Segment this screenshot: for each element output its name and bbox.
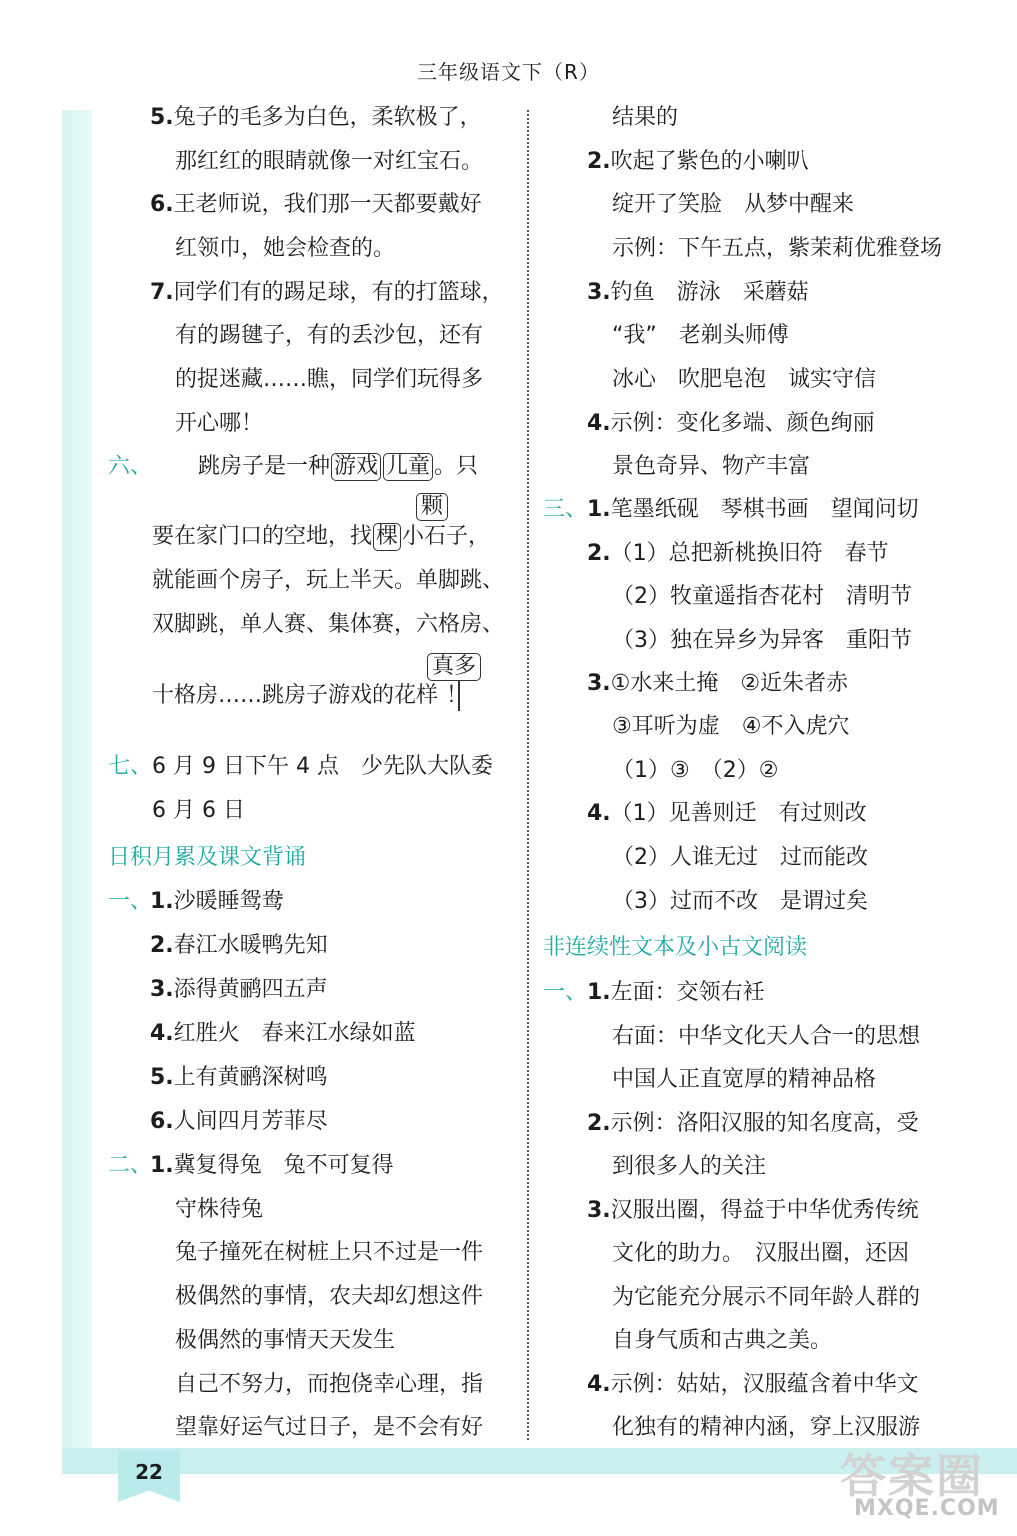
answer-line: 5.兔子的毛多为白色，柔软极了， [150, 105, 482, 130]
section-number-6: 六、 [108, 454, 153, 479]
insertion-box: 颗 [416, 493, 448, 521]
answer-line: 4.示例：变化多端、颜色绚丽 [587, 411, 875, 436]
answer-line: 6.人间四月芳菲尽 [150, 1109, 328, 1134]
correction-box: 棵 [373, 523, 401, 551]
answer-line: 6 月 9 日下午 4 点 少先队大队委 [152, 754, 493, 779]
correction-box: 儿童 [383, 453, 433, 481]
page-header: 三年级语文下（R） [417, 60, 600, 84]
answer-line: 3.汉服出圈，得益于中华优秀传统 [587, 1198, 919, 1223]
column-divider [527, 110, 529, 1440]
section-number-2: 二、 [108, 1153, 153, 1178]
answer-line: 3.①水来土掩 ②近朱者赤 [587, 671, 849, 696]
answer-line: 3.添得黄鹂四五声 [150, 977, 328, 1002]
answer-line: ③耳听为虚 ④不入虎穴 [612, 714, 850, 739]
answer-line: 景色奇异、物产丰富 [612, 454, 811, 479]
answer-line: 5.上有黄鹂深树鸣 [150, 1065, 328, 1090]
answer-line: 4.（1）见善则迁 有过则改 [587, 801, 867, 826]
answer-line: （2）人谁无过 过而能改 [612, 845, 868, 870]
answer-line: 4.示例：姑姑，汉服蕴含着中华文 [587, 1372, 919, 1397]
insertion-box: 真多 [427, 653, 481, 681]
answer-line: 2.示例：洛阳汉服的知名度高，受 [587, 1111, 919, 1136]
section-number-1: 一、 [108, 889, 153, 914]
answer-line: 兔子撞死在树桩上只不过是一件 [175, 1240, 484, 1265]
section-title: 非连续性文本及小古文阅读 [543, 935, 808, 960]
answer-line: 为它能充分展示不同年龄人群的 [612, 1285, 921, 1310]
side-decoration-band [62, 110, 92, 1470]
section-number-1: 一、 [543, 980, 588, 1005]
answer-line: （1）③ （2）② [612, 758, 779, 783]
answer-line: “我” 老剃头师傅 [612, 323, 789, 348]
answer-line: 1.冀复得兔 兔不可复得 [150, 1153, 394, 1178]
answer-line: 右面：中华文化天人合一的思想 [612, 1024, 921, 1049]
section-title: 日积月累及课文背诵 [108, 845, 307, 870]
correction-line: 就能画个房子，玩上半天。单脚跳、 [152, 568, 505, 593]
answer-line: （3）过而不改 是谓过矣 [612, 889, 868, 914]
answer-line: （3）独在异乡为异客 重阳节 [612, 628, 912, 653]
answer-line: 自身气质和古典之美。 [612, 1328, 833, 1353]
answer-line: 1.沙暖睡鸳鸯 [150, 889, 284, 914]
answer-line: 化独有的精神内涵，穿上汉服游 [612, 1415, 921, 1440]
correction-line: 十格房……跳房子游戏的花样 ！ [152, 683, 469, 708]
correction-line: 要在家门口的空地，找 棵 小石子， [152, 524, 491, 549]
answer-line: 红领巾，她会检查的。 [175, 236, 396, 261]
answer-line: 绽开了笑脸 从梦中醒来 [612, 192, 855, 217]
correction-line: 跳房子是一种 游戏 儿童 。只 [198, 454, 479, 479]
answer-line: 7.同学们有的踢足球，有的打篮球， [150, 280, 504, 305]
answer-line: 1.左面：交领右衽 [587, 980, 765, 1005]
answer-line: 那红红的眼睛就像一对红宝石。 [175, 149, 484, 174]
answer-line: 文化的助力。 汉服出圈，还因 [612, 1241, 910, 1266]
answer-line: 2.吹起了紫色的小喇叭 [587, 149, 809, 174]
answer-line: 4.红胜火 春来江水绿如蓝 [150, 1021, 416, 1046]
answer-line: 1.笔墨纸砚 琴棋书画 望闻问切 [587, 497, 919, 522]
answer-line: 自己不努力，而抱侥幸心理，指 [175, 1372, 484, 1397]
answer-line: 冰心 吹肥皂泡 诚实守信 [612, 367, 877, 392]
page-number: 22 [135, 1460, 163, 1484]
answer-line: 中国人正直宽厚的精神品格 [612, 1067, 877, 1092]
answer-line: （2）牧童遥指杏花村 清明节 [612, 584, 912, 609]
answer-line: 示例：下午五点，紫茉莉优雅登场 [612, 236, 943, 261]
answer-line: 到很多人的关注 [612, 1154, 767, 1179]
correction-box: 游戏 [331, 453, 381, 481]
answer-line: 3.钓鱼 游泳 采蘑菇 [587, 280, 809, 305]
correction-line: 双脚跳，单人赛、集体赛，六格房、 [152, 612, 505, 637]
section-number-3: 三、 [543, 497, 588, 522]
watermark-logo: 答案圈 MXQE.COM [840, 1449, 1000, 1521]
answer-line: 6 月 6 日 [152, 798, 245, 823]
answer-line: 有的踢毽子，有的丢沙包，还有 [175, 323, 484, 348]
answer-line: 的捉迷藏……瞧，同学们玩得多 [175, 367, 484, 392]
answer-line: 结果的 [612, 105, 679, 130]
answer-line: 守株待兔 [175, 1197, 264, 1222]
section-number-7: 七、 [108, 754, 153, 779]
answer-line: 2.（1）总把新桃换旧符 春节 [587, 541, 889, 566]
answer-line: 2.春江水暖鸭先知 [150, 933, 328, 958]
answer-line: 极偶然的事情，农夫却幻想这件 [175, 1284, 484, 1309]
answer-line: 极偶然的事情天天发生 [175, 1328, 396, 1353]
answer-line: 望靠好运气过日子，是不会有好 [175, 1415, 484, 1440]
answer-line: 开心哪！ [175, 411, 264, 436]
answer-line: 6.王老师说，我们那一天都要戴好 [150, 192, 482, 217]
